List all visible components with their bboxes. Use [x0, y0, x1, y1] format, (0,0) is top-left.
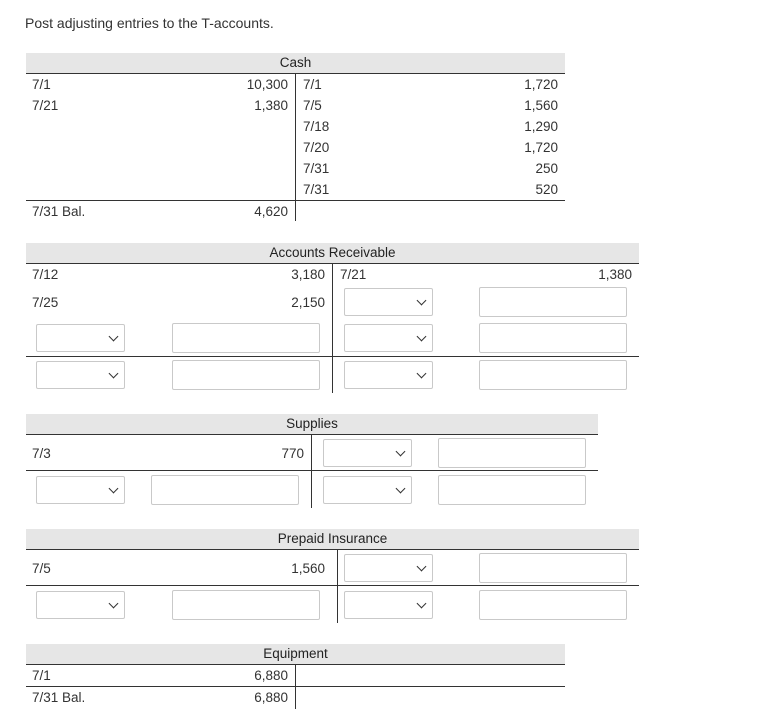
supplies-balance-credit-date-select[interactable]	[323, 476, 412, 504]
instructions: Post adjusting entries to the T-accounts.	[25, 15, 274, 31]
cash-credit-amount: 1,290	[524, 119, 558, 134]
pi-total-rule	[26, 585, 639, 586]
chevron-down-icon	[417, 369, 427, 379]
cash-credit-date: 7/31	[303, 161, 330, 176]
supplies-divider	[311, 434, 312, 508]
cash-balance-label: 7/31 Bal.	[32, 204, 86, 219]
supplies-total-rule	[26, 470, 598, 471]
cash-credit-date: 7/1	[303, 77, 322, 92]
ar-credit-date: 7/21	[340, 267, 367, 282]
supplies-balance-date-select[interactable]	[36, 476, 125, 504]
chevron-down-icon	[417, 296, 427, 306]
pi-balance-credit-amount-input[interactable]	[479, 590, 627, 620]
cash-debit-amount: 10,300	[246, 77, 288, 92]
chevron-down-icon	[109, 369, 119, 379]
supplies-top-rule	[26, 434, 598, 435]
cash-credit-amount: 1,560	[524, 98, 558, 113]
pi-debit-date: 7/5	[32, 561, 51, 576]
cash-credit-amount: 1,720	[524, 77, 558, 92]
pi-balance-amount-input[interactable]	[172, 590, 320, 620]
supplies-debit-amount: 770	[281, 446, 304, 461]
pi-divider	[337, 549, 338, 623]
ar-debit-amount: 2,150	[291, 295, 325, 310]
ar-credit-date-select[interactable]	[344, 288, 433, 316]
ar-debit-date-select[interactable]	[36, 324, 125, 352]
supplies-balance-credit-amount-input[interactable]	[438, 475, 586, 505]
ar-credit-amount: 1,380	[598, 267, 632, 282]
cash-credit-amount: 1,720	[524, 140, 558, 155]
cash-balance-amount: 4,620	[254, 204, 288, 219]
ar-credit-amount-input[interactable]	[479, 287, 627, 317]
equipment-total-rule	[26, 686, 565, 687]
cash-total-rule	[26, 200, 565, 201]
equipment-balance-label: 7/31 Bal.	[32, 690, 86, 705]
chevron-down-icon	[396, 484, 406, 494]
chevron-down-icon	[109, 332, 119, 342]
cash-credit-date: 7/5	[303, 98, 322, 113]
chevron-down-icon	[109, 484, 119, 494]
ar-credit-amount-input[interactable]	[479, 323, 627, 353]
ar-balance-credit-date-select[interactable]	[344, 361, 433, 389]
cash-title: Cash	[26, 53, 565, 73]
chevron-down-icon	[109, 599, 119, 609]
pi-balance-date-select[interactable]	[36, 591, 125, 619]
ar-divider	[332, 263, 333, 393]
cash-credit-date: 7/31	[303, 182, 330, 197]
cash-credit-date: 7/18	[303, 119, 330, 134]
cash-credit-amount: 520	[535, 182, 558, 197]
cash-debit-date: 7/21	[32, 98, 59, 113]
ar-total-rule	[26, 356, 639, 357]
supplies-credit-date-select[interactable]	[323, 439, 412, 467]
pi-credit-amount-input[interactable]	[479, 553, 627, 583]
accounts-receivable-title: Accounts Receivable	[26, 243, 639, 263]
ar-debit-amount: 3,180	[291, 267, 325, 282]
chevron-down-icon	[417, 332, 427, 342]
ar-credit-date-select[interactable]	[344, 324, 433, 352]
chevron-down-icon	[396, 447, 406, 457]
pi-balance-credit-date-select[interactable]	[344, 591, 433, 619]
equipment-title: Equipment	[26, 644, 565, 664]
cash-credit-date: 7/20	[303, 140, 330, 155]
ar-debit-date: 7/12	[32, 267, 59, 282]
pi-credit-date-select[interactable]	[344, 554, 433, 582]
cash-divider	[295, 73, 296, 221]
pi-top-rule	[26, 549, 639, 550]
supplies-debit-date: 7/3	[32, 446, 51, 461]
chevron-down-icon	[417, 562, 427, 572]
ar-balance-date-select[interactable]	[36, 361, 125, 389]
cash-debit-amount: 1,380	[254, 98, 288, 113]
supplies-title: Supplies	[26, 414, 598, 434]
supplies-balance-amount-input[interactable]	[151, 475, 299, 505]
cash-credit-amount: 250	[535, 161, 558, 176]
ar-debit-amount-input[interactable]	[172, 323, 320, 353]
pi-debit-amount: 1,560	[291, 561, 325, 576]
cash-debit-date: 7/1	[32, 77, 51, 92]
equipment-debit-amount: 6,880	[254, 668, 288, 683]
ar-balance-amount-input[interactable]	[172, 360, 320, 390]
chevron-down-icon	[417, 599, 427, 609]
equipment-balance-amount: 6,880	[254, 690, 288, 705]
supplies-credit-amount-input[interactable]	[438, 438, 586, 468]
equipment-debit-date: 7/1	[32, 668, 51, 683]
prepaid-insurance-title: Prepaid Insurance	[26, 529, 639, 549]
ar-debit-date: 7/25	[32, 295, 59, 310]
ar-balance-credit-amount-input[interactable]	[479, 360, 627, 390]
